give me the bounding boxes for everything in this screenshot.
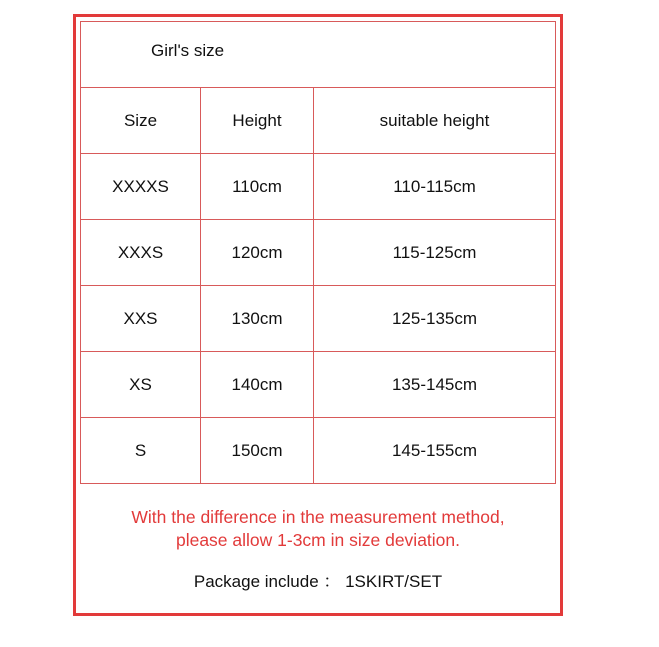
table-cell-size: XXXXS xyxy=(81,154,201,220)
table-cell-size: S xyxy=(81,418,201,484)
header-height: Height xyxy=(201,88,314,154)
table-cell-height: 110cm xyxy=(201,154,314,220)
chart-title: Girl's size xyxy=(151,41,225,60)
size-chart-frame xyxy=(73,14,563,616)
note-line-2: please allow 1-3cm in size deviation. xyxy=(175,530,461,550)
table-cell-height: 150cm xyxy=(201,418,314,484)
size-table-container xyxy=(80,21,556,484)
table-cell-size: XXXS xyxy=(81,220,201,286)
table-cell-suitable-height: 135-145cm xyxy=(314,352,555,418)
table-cell-size: XXS xyxy=(81,286,201,352)
table-cell-suitable-height: 125-135cm xyxy=(314,286,555,352)
title-row xyxy=(81,22,555,88)
note-line-1: With the difference in the measurement method, xyxy=(131,507,505,527)
header-suitable-height: suitable height xyxy=(314,88,555,154)
table-cell-height: 120cm xyxy=(201,220,314,286)
table-cell-size: XS xyxy=(81,352,201,418)
measurement-note xyxy=(76,506,560,552)
table-cell-height: 130cm xyxy=(201,286,314,352)
size-table xyxy=(81,88,555,483)
table-cell-suitable-height: 145-155cm xyxy=(391,441,478,460)
package-info: Package include ： 1SKIRT/SET xyxy=(193,572,443,591)
header-size: Size xyxy=(81,88,201,154)
table-cell-suitable-height: 115-125cm xyxy=(314,220,555,286)
table-cell-height: 140cm xyxy=(201,352,314,418)
table-cell-suitable-height: 110-115cm xyxy=(314,154,555,220)
